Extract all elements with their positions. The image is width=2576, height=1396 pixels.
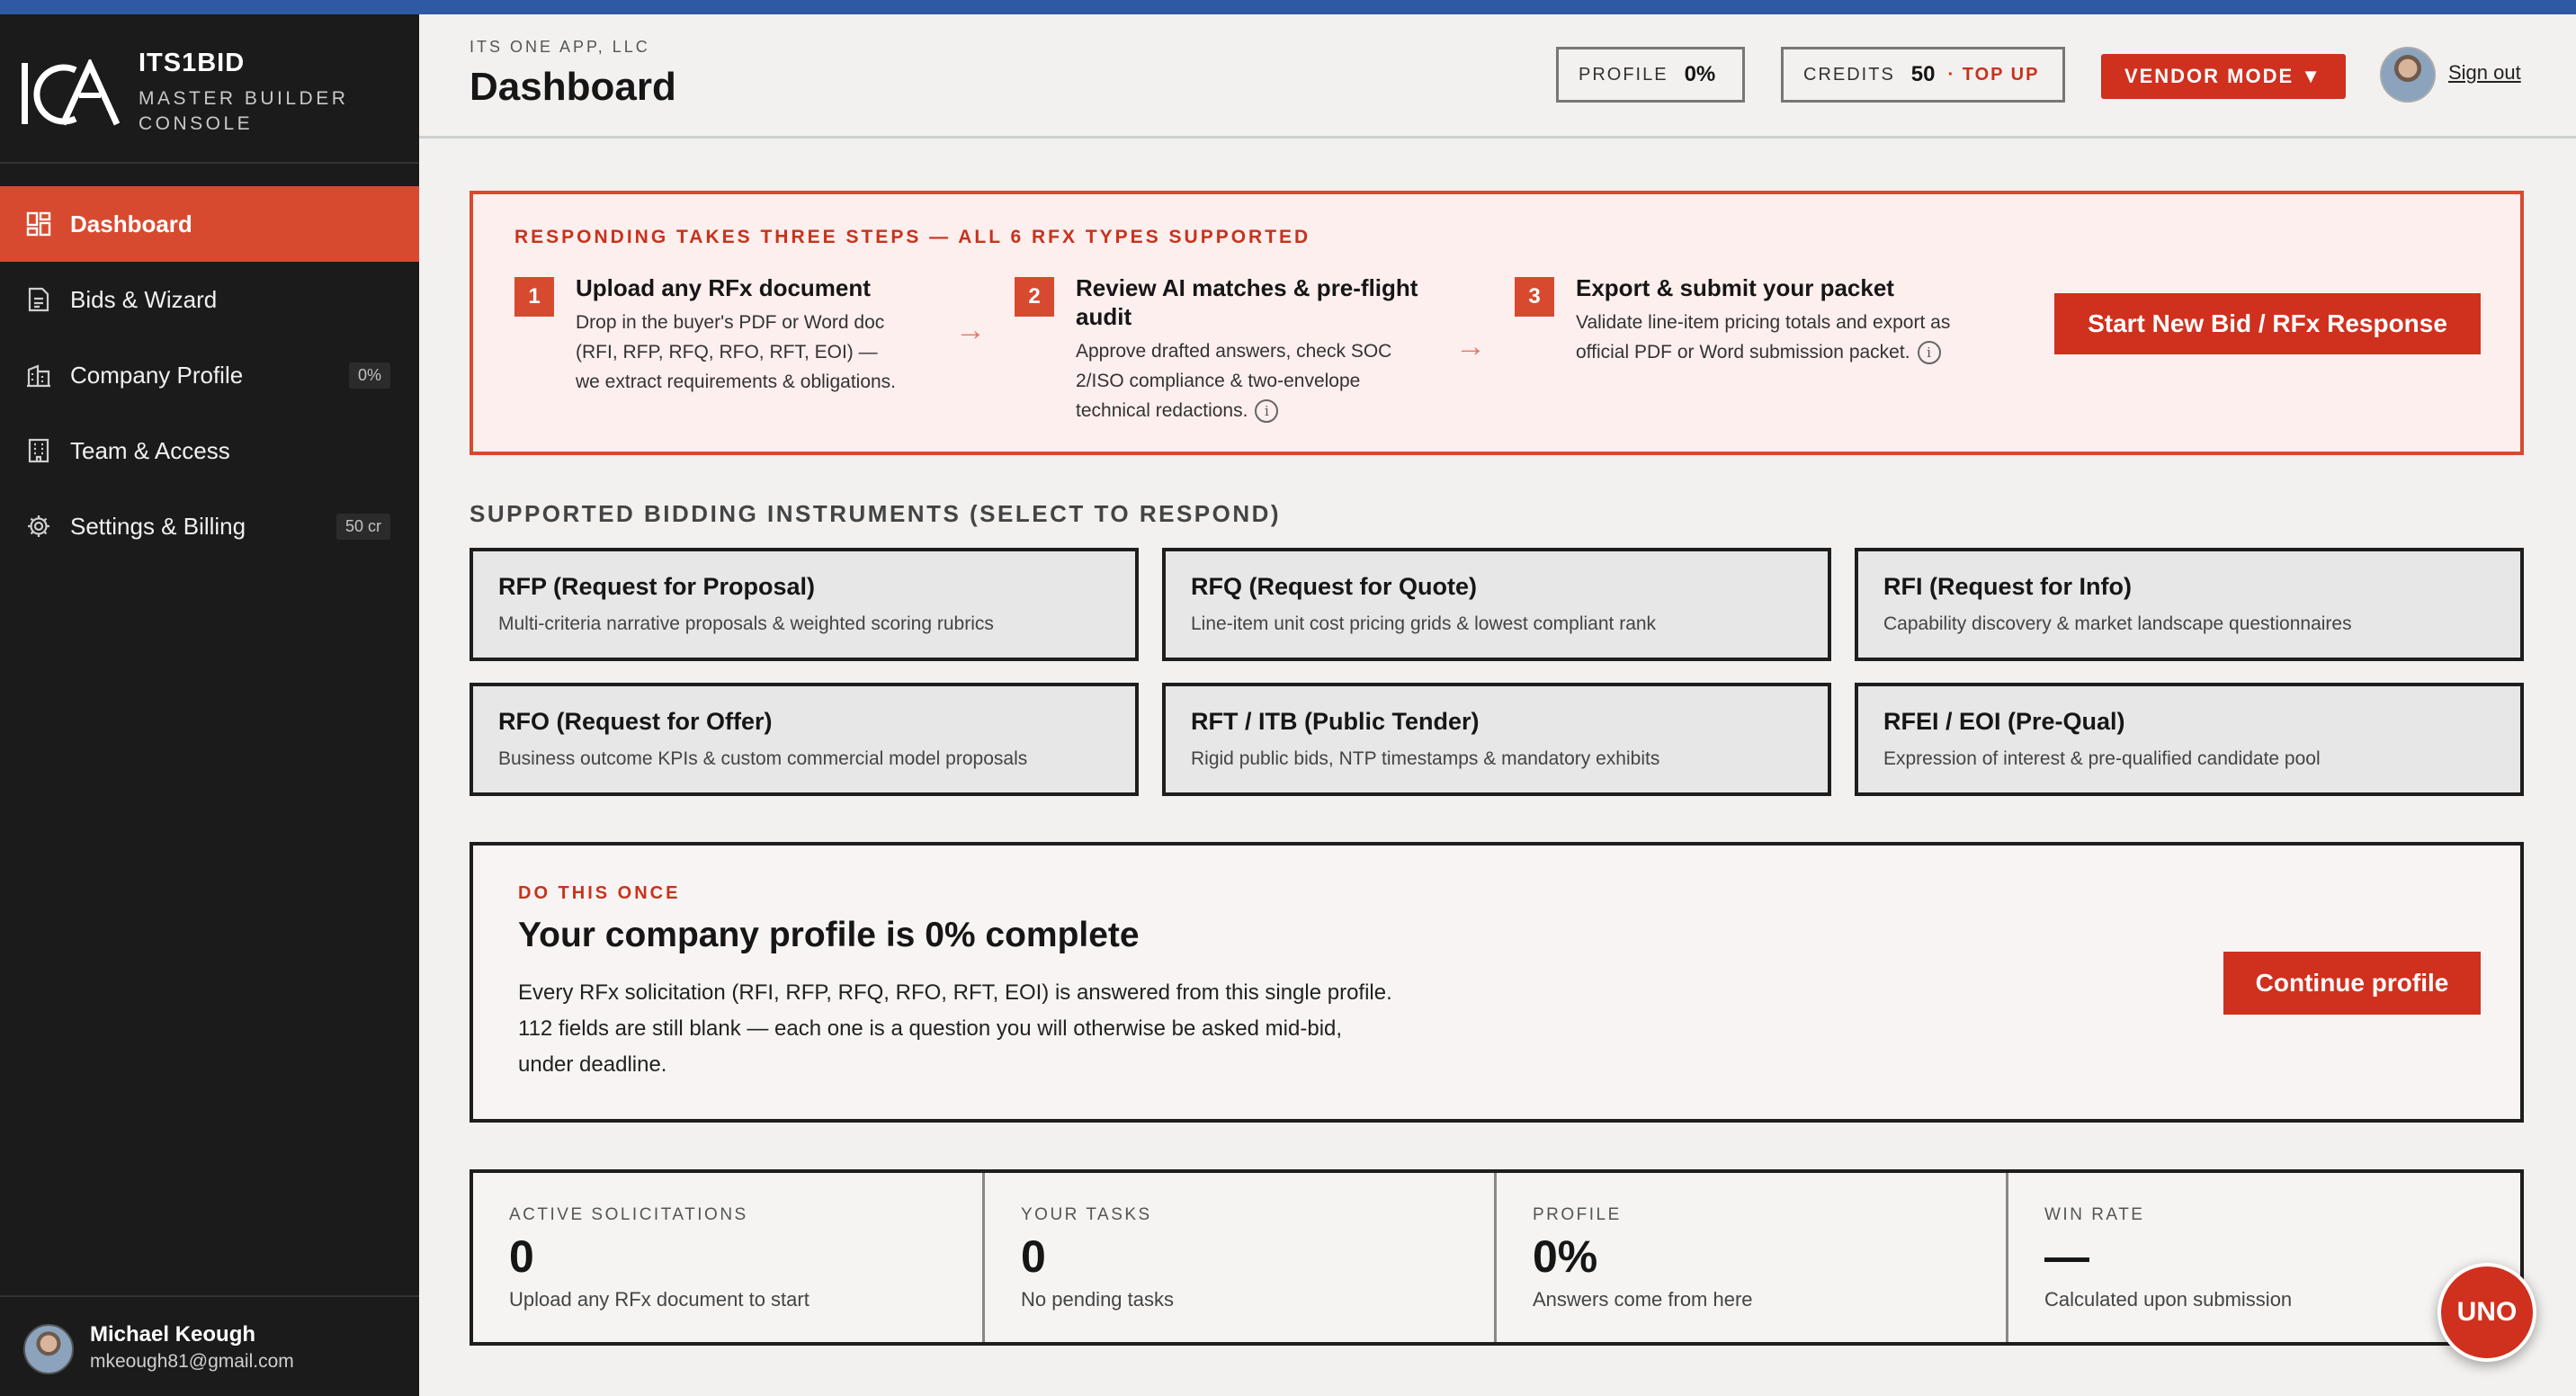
- instrument-card-rfq[interactable]: [1162, 548, 1831, 661]
- profile-status[interactable]: [1556, 47, 1745, 103]
- office-icon: [25, 437, 52, 464]
- instrument-card-rft[interactable]: [1162, 683, 1831, 796]
- document-icon: [25, 286, 52, 313]
- profile-eyebrow: DO THIS ONCE: [518, 883, 681, 903]
- profile-badge: 0%: [349, 362, 390, 389]
- avatar[interactable]: [2380, 47, 2436, 103]
- credits-label: CREDITS: [1803, 64, 1895, 85]
- stat-subtext: Upload any RFx document to start: [509, 1288, 809, 1311]
- sidebar-item-label: Dashboard: [70, 210, 192, 237]
- sidebar: [0, 14, 419, 1396]
- step-title: Export & submit your packet: [1576, 274, 1894, 301]
- step-number: 2: [1015, 277, 1054, 317]
- brand-subtitle: MASTER BUILDER CONSOLE: [139, 88, 349, 134]
- profile-status-label: PROFILE: [1579, 64, 1668, 85]
- stat-label: WIN RATE: [2044, 1205, 2145, 1224]
- profile-completion-panel: [470, 842, 2524, 1123]
- grid-icon: [25, 210, 52, 237]
- sign-out-link[interactable]: Sign out: [2448, 61, 2521, 84]
- sidebar-item-team-access[interactable]: [0, 413, 419, 488]
- brand-name: ITS1BID: [139, 49, 246, 77]
- card-description: Capability discovery & market landscape questionnaires: [1883, 613, 2352, 634]
- building-icon: [25, 362, 52, 389]
- card-title: RFT / ITB (Public Tender): [1191, 708, 1480, 735]
- stat-label: ACTIVE SOLICITATIONS: [509, 1205, 748, 1224]
- page-title: Dashboard: [470, 65, 676, 109]
- card-title: RFEI / EOI (Pre-Qual): [1883, 708, 2125, 735]
- card-title: RFI (Request for Info): [1883, 573, 2132, 600]
- stat-value: 0: [509, 1231, 534, 1282]
- instrument-card-rfo[interactable]: [470, 683, 1139, 796]
- its1bid-logo: [20, 59, 121, 131]
- stat-label: PROFILE: [1533, 1205, 1622, 1224]
- credits-badge: 50 cr: [336, 514, 390, 540]
- stat-value: 0: [1021, 1231, 1046, 1282]
- credits-value: 50: [1910, 62, 1936, 86]
- info-icon[interactable]: i: [1918, 341, 1941, 364]
- card-description: Business outcome KPIs & custom commercial model proposals: [498, 748, 1028, 769]
- steps-heading: RESPONDING TAKES THREE STEPS — ALL 6 RFX TYPES SUPPORTED: [514, 227, 1311, 247]
- company-name: ITS ONE APP, LLC: [470, 38, 650, 56]
- brand: [0, 14, 419, 164]
- uno-assistant-button[interactable]: UNO: [2437, 1263, 2536, 1362]
- step-number: 3: [1515, 277, 1554, 317]
- arrow-icon: →: [955, 313, 986, 347]
- stat-label: YOUR TASKS: [1021, 1205, 1152, 1224]
- card-description: Multi-criteria narrative proposals & weighted scoring rubrics: [498, 613, 994, 634]
- sidebar-item-settings-billing[interactable]: [0, 488, 419, 564]
- stat-your-tasks: [985, 1173, 1497, 1342]
- top-up-link[interactable]: · TOP UP: [1947, 64, 2040, 85]
- stat-active-solicitations: [473, 1173, 985, 1342]
- sidebar-item-dashboard[interactable]: [0, 186, 419, 262]
- user-email: mkeough81@gmail.com: [90, 1351, 294, 1372]
- step-description: Approve drafted answers, check SOC 2/ISO compliance & two-envelope technical redactions. i: [1076, 336, 1471, 425]
- steps-panel: [470, 191, 2524, 455]
- instrument-card-rfi[interactable]: [1855, 548, 2524, 661]
- card-title: RFQ (Request for Quote): [1191, 573, 1477, 600]
- stat-value: 0%: [1533, 1231, 1598, 1282]
- card-description: Expression of interest & pre-qualified candidate pool: [1883, 748, 2321, 769]
- stat-subtext: Answers come from here: [1533, 1288, 1753, 1311]
- credits-status: [1781, 47, 2065, 103]
- stat-subtext: Calculated upon submission: [2044, 1288, 2293, 1311]
- user-name: Michael Keough: [90, 1322, 256, 1347]
- card-title: RFO (Request for Offer): [498, 708, 773, 735]
- card-description: Line-item unit cost pricing grids & lowest compliant rank: [1191, 613, 1657, 634]
- sidebar-item-company-profile[interactable]: [0, 337, 419, 413]
- card-description: Rigid public bids, NTP timestamps & mandatory exhibits: [1191, 748, 1660, 769]
- sidebar-item-label: Settings & Billing: [70, 512, 246, 540]
- step-title: Upload any RFx document: [576, 274, 871, 301]
- start-new-bid-button[interactable]: Start New Bid / RFx Response: [2054, 293, 2481, 354]
- profile-body: Every RFx solicitation (RFI, RFP, RFQ, RFO, RFT, EOI) is answered from this single profile. 112 fields are still blank — each one is a question you will otherwise be asked mid-bid, under deadline.: [518, 980, 1392, 1077]
- top-accent-strip: [0, 0, 2576, 14]
- arrow-icon: →: [1455, 329, 1486, 363]
- continue-profile-button[interactable]: Continue profile: [2223, 952, 2481, 1015]
- card-title: RFP (Request for Proposal): [498, 573, 816, 600]
- sidebar-item-bids-wizard[interactable]: [0, 262, 419, 337]
- info-icon[interactable]: i: [1255, 399, 1278, 423]
- sidebar-item-label: Team & Access: [70, 436, 230, 464]
- step-title: Review AI matches & pre-flight audit: [1076, 274, 1418, 330]
- stats-strip: [470, 1169, 2524, 1346]
- instrument-card-rfp[interactable]: [470, 548, 1139, 661]
- step-number: 1: [514, 277, 554, 317]
- instruments-title: SUPPORTED BIDDING INSTRUMENTS (SELECT TO RESPOND): [470, 500, 1282, 527]
- gear-icon: [25, 513, 52, 540]
- profile-status-value: 0%: [1684, 62, 1716, 86]
- step-description: Validate line-item pricing totals and export as official PDF or Word submission packet. i: [1576, 308, 2026, 367]
- instrument-card-rfei[interactable]: [1855, 683, 2524, 796]
- stat-value: —: [2044, 1231, 2089, 1282]
- user-card[interactable]: [0, 1295, 419, 1396]
- stat-subtext: No pending tasks: [1021, 1288, 1174, 1311]
- vendor-mode-dropdown[interactable]: VENDOR MODE ▼: [2101, 54, 2346, 99]
- sidebar-item-label: Bids & Wizard: [70, 285, 218, 313]
- step-description: Drop in the buyer's PDF or Word doc (RFI, RFP, RFQ, RFO, RFT, EOI) — we extract requirements & obligations.: [576, 312, 897, 392]
- profile-title: Your company profile is 0% complete: [518, 916, 1140, 954]
- avatar: [23, 1324, 74, 1374]
- sidebar-nav: [0, 186, 419, 564]
- sidebar-item-label: Company Profile: [70, 361, 244, 389]
- stat-profile: [1497, 1173, 2008, 1342]
- header: [419, 14, 2576, 139]
